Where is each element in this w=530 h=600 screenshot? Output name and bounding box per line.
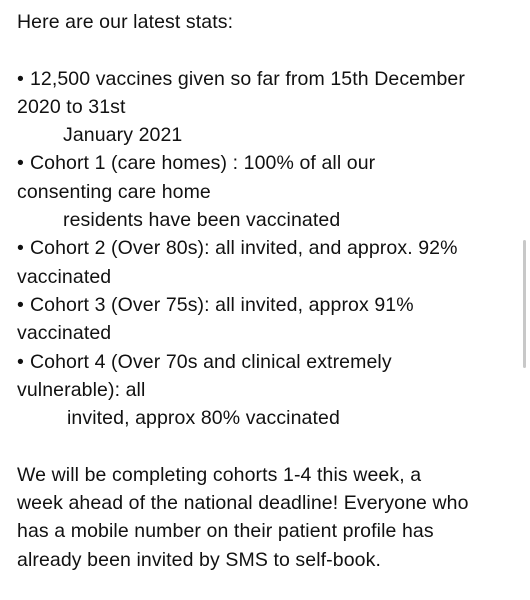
list-item-text: 12,500 vaccines given so far from 15th December: [29, 67, 465, 90]
closing-text: already been invited by SMS to self-book.: [17, 548, 381, 571]
intro-text: Here are our latest stats:: [17, 11, 234, 33]
closing-text: week ahead of the national deadline! Everyone who: [17, 492, 469, 515]
list-item-text: January 2021: [63, 124, 183, 147]
list-item-text: Cohort 4 (Over 70s and clinical extremely: [29, 350, 392, 373]
bullet-icon: •: [17, 293, 24, 316]
list-item-text: vaccinated: [17, 322, 112, 345]
paragraph-spacer: [17, 432, 522, 460]
list-item: [17, 234, 522, 291]
list-item: [17, 149, 522, 234]
closing-paragraph: [17, 461, 522, 574]
bullet-icon: •: [17, 67, 24, 90]
list-item-text: vaccinated: [17, 265, 112, 288]
bullet-icon: •: [17, 237, 24, 260]
vertical-scrollbar[interactable]: [523, 240, 526, 368]
bullet-icon: •: [17, 350, 24, 373]
list-item-text: consenting care home: [17, 180, 211, 203]
list-item-text: 2020 to 31st: [17, 95, 126, 118]
list-item-text: Cohort 1 (care homes) : 100% of all our: [29, 152, 376, 175]
message-body: [17, 8, 522, 574]
bullet-icon: •: [17, 152, 24, 175]
list-item: [17, 291, 522, 348]
list-item-text: vulnerable): all: [17, 378, 146, 401]
list-item-text: Cohort 3 (Over 75s): all invited, approx 91%: [29, 293, 414, 316]
list-item: [17, 65, 522, 150]
closing-text: We will be completing cohorts 1-4 this week, a: [17, 463, 422, 486]
list-item-text: residents have been vaccinated: [63, 209, 341, 232]
closing-text: has a mobile number on their patient profile has: [17, 520, 434, 543]
list-item-text: Cohort 2 (Over 80s): all invited, and approx. 92%: [29, 237, 458, 260]
list-item: [17, 348, 522, 433]
list-item-text: invited, approx 80% vaccinated: [67, 407, 340, 430]
paragraph-spacer: [17, 36, 522, 64]
